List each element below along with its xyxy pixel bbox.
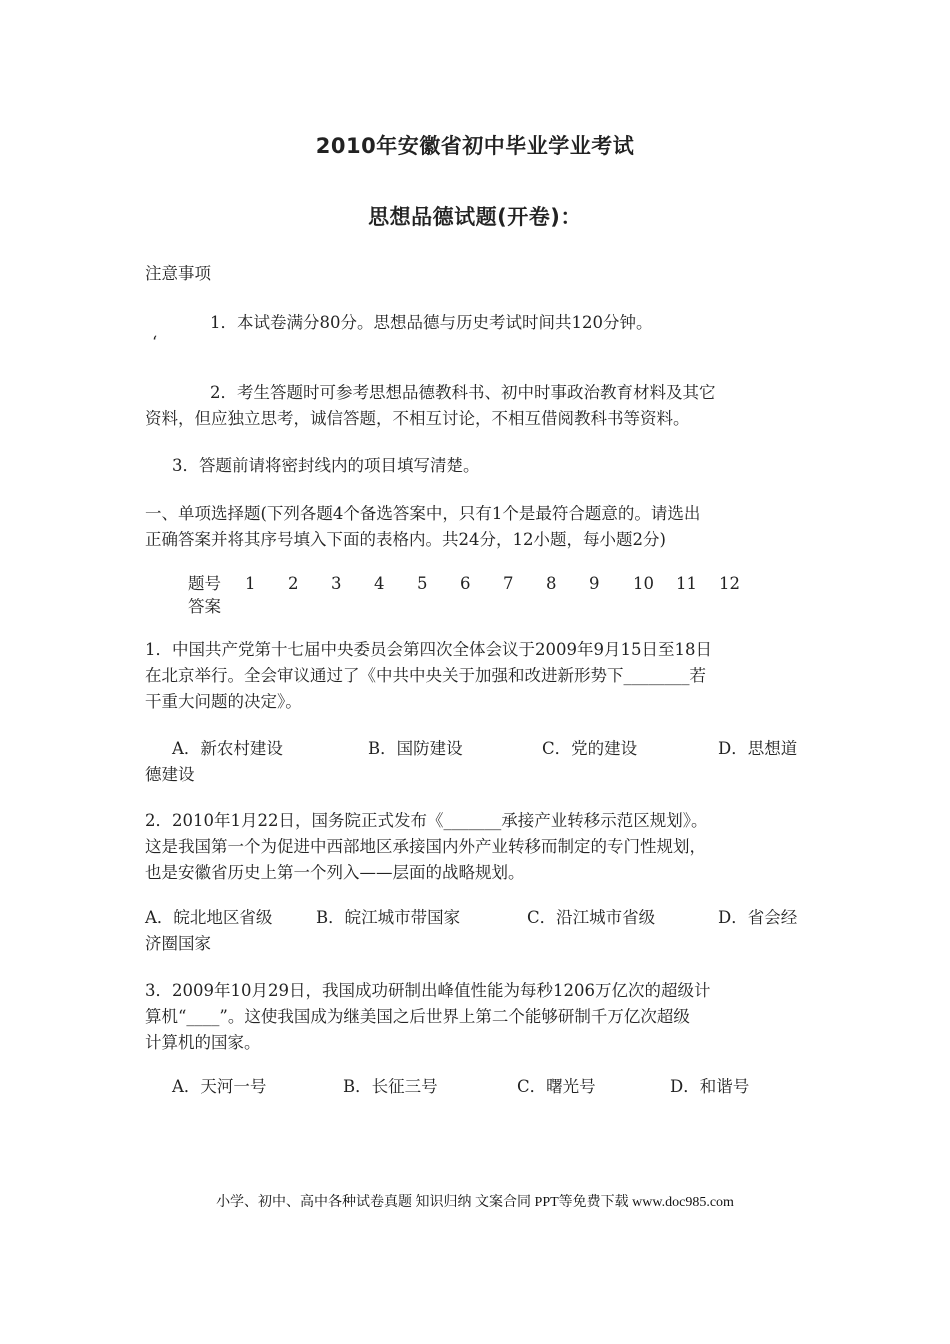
question-1-option-d-wrap: 德建设 — [145, 765, 195, 784]
note-item-2-line-2: 资料，但应独立思考，诚信答题，不相互讨论，不相互借阅教科书等资料。 — [145, 409, 690, 428]
answer-table-number: 1 — [245, 574, 256, 593]
answer-table-number: 10 — [633, 574, 654, 593]
stray-mark: ‘ — [152, 333, 158, 352]
answer-table-number: 5 — [417, 574, 428, 593]
answer-table-number: 3 — [331, 574, 342, 593]
question-2-option-a: A．皖北地区省级 — [145, 908, 273, 927]
answer-table-number: 11 — [676, 574, 697, 593]
section-1-instructions-line-1: 一、单项选择题(下列各题4个备选答案中，只有1个是最符合题意的。请选出 — [145, 504, 701, 523]
notes-heading: 注意事项 — [145, 264, 211, 283]
note-item-3: 3．答题前请将密封线内的项目填写清楚。 — [172, 456, 480, 475]
question-2-option-c: C．沿江城市省级 — [527, 908, 656, 927]
answer-table-number: 8 — [546, 574, 557, 593]
exam-subtitle: 思想品德试题(开卷)： — [368, 205, 582, 229]
section-1-instructions-line-2: 正确答案并将其序号填入下面的表格内。共24分，12小题，每小题2分) — [145, 530, 666, 549]
answer-table-number: 4 — [374, 574, 385, 593]
question-3-option-b: B．长征三号 — [343, 1077, 438, 1096]
answer-table-number: 12 — [719, 574, 740, 593]
question-3-option-c: C．曙光号 — [517, 1077, 596, 1096]
answer-table-number: 7 — [503, 574, 514, 593]
question-2-option-b: B．皖江城市带国家 — [316, 908, 461, 927]
question-3-option-a: A．天河一号 — [172, 1077, 267, 1096]
question-1-option-d: D．思想道 — [718, 739, 798, 758]
exam-title: 2010年安徽省初中毕业学业考试 — [315, 134, 635, 158]
question-1-option-c: C．党的建设 — [542, 739, 638, 758]
answer-table-number: 9 — [589, 574, 600, 593]
question-3-line-1: 3．2009年10月29日，我国成功研制出峰值性能为每秒1206万亿次的超级计 — [145, 981, 711, 1000]
question-2-line-1: 2．2010年1月22日，国务院正式发布《_______承接产业转移示范区规划》。 — [145, 811, 708, 830]
question-1-line-2: 在北京举行。全会审议通过了《中共中央关于加强和改进新形势下________若 — [145, 666, 706, 685]
question-2-line-3: 也是安徽省历史上第一个列入——层面的战略规划。 — [145, 863, 525, 882]
question-1-option-b: B．国防建设 — [368, 739, 463, 758]
question-2-option-d-wrap: 济圈国家 — [145, 934, 211, 953]
question-1-option-a: A．新农村建设 — [172, 739, 283, 758]
question-2-line-2: 这是我国第一个为促进中西部地区承接国内外产业转移而制定的专门性规划， — [145, 837, 706, 856]
question-2-option-d: D．省会经 — [718, 908, 798, 927]
answer-table-number: 2 — [288, 574, 299, 593]
question-3-option-d: D．和谐号 — [670, 1077, 750, 1096]
footer-note: 小学、初中、高中各种试卷真题 知识归纳 文案合同 PPT等免费下载 www.doc985.com — [216, 1195, 734, 1210]
question-1-line-3: 干重大问题的决定》。 — [145, 692, 302, 711]
question-3-line-2: 算机“____”。这使我国成为继美国之后世界上第二个能够研制千万亿次超级 — [145, 1007, 690, 1026]
answer-table-row-label: 答案 — [188, 597, 221, 616]
question-3-line-3: 计算机的国家。 — [145, 1033, 261, 1052]
question-1-line-1: 1．中国共产党第十七届中央委员会第四次全体会议于2009年9月15日至18日 — [145, 640, 712, 659]
note-item-2-line-1: 2．考生答题时可参考思想品德教科书、初中时事政治教育材料及其它 — [210, 383, 716, 402]
answer-table-row-label: 题号 — [188, 574, 221, 593]
answer-table-number: 6 — [460, 574, 471, 593]
note-item-1: 1．本试卷满分80分。思想品德与历史考试时间共120分钟。 — [210, 313, 653, 332]
